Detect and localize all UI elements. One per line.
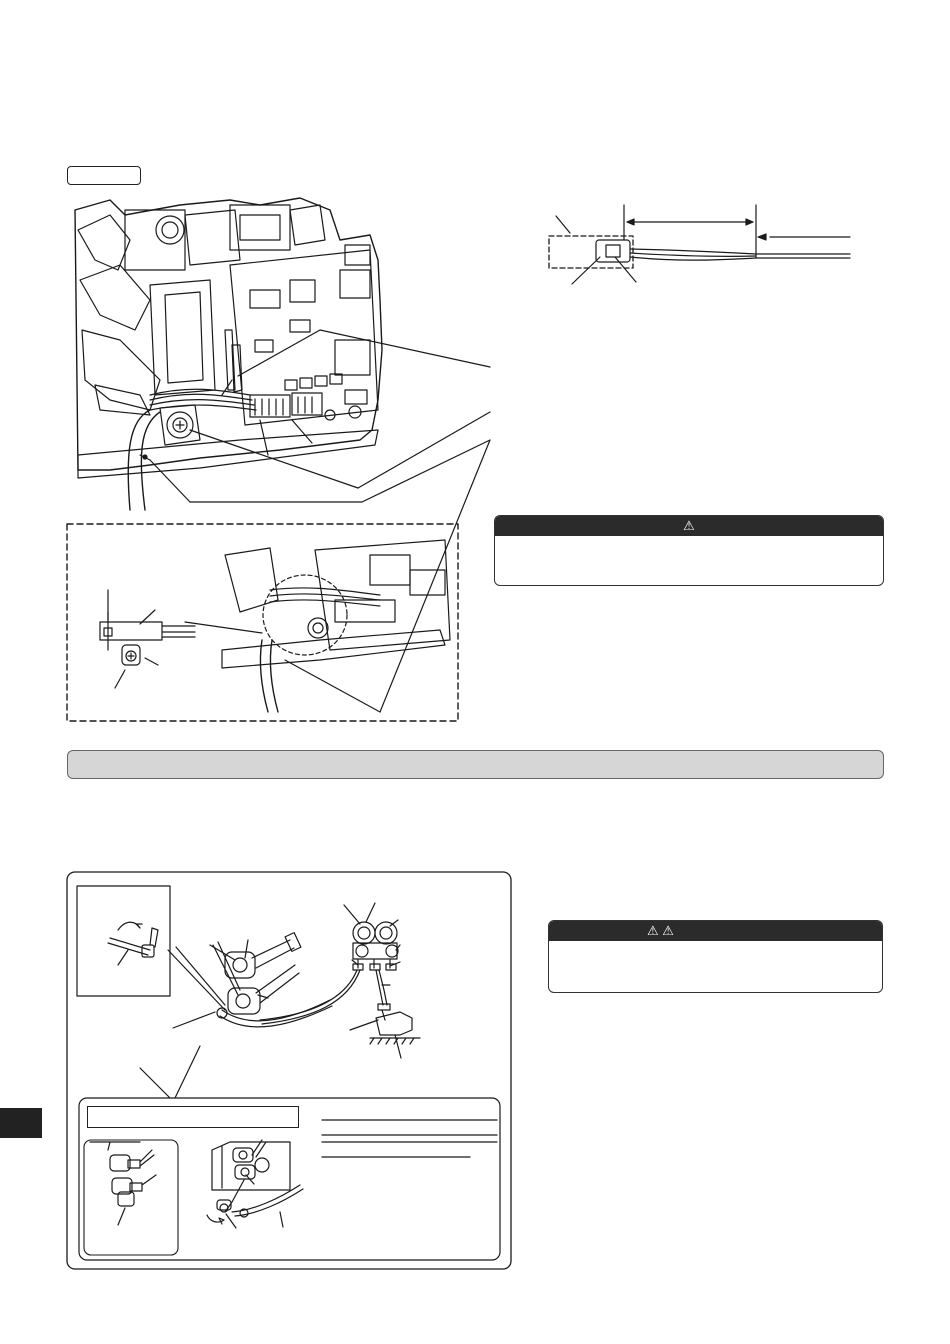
warning-body-1 (495, 536, 883, 548)
warning-header-1 (495, 516, 883, 536)
warning-box-2 (548, 920, 883, 993)
warning-icon: ⚠ (647, 923, 659, 938)
outdoor-unit-valves (207, 1140, 303, 1228)
warning-box-1 (494, 515, 884, 586)
page-section-tab (0, 1108, 42, 1138)
gauge-manifold (260, 903, 420, 1058)
gauge-panel-frame (67, 872, 511, 1269)
thermistor-diagram (549, 205, 850, 284)
control-box-illustration (75, 198, 382, 510)
warning-icon: ⚠ (683, 518, 695, 533)
section-title-bar (67, 750, 884, 779)
valve-stack (90, 1142, 156, 1225)
connector-detail-view (222, 540, 450, 712)
warning-icon: ⚠ (662, 923, 674, 938)
valve-stack-inset (84, 1140, 178, 1255)
section-title (68, 756, 80, 772)
warning-body-2 (549, 941, 882, 953)
warning-header-2 (549, 921, 882, 941)
service-valves (168, 933, 332, 1028)
hex-key-illustration (108, 922, 158, 965)
valve-detail-header (87, 1106, 299, 1128)
